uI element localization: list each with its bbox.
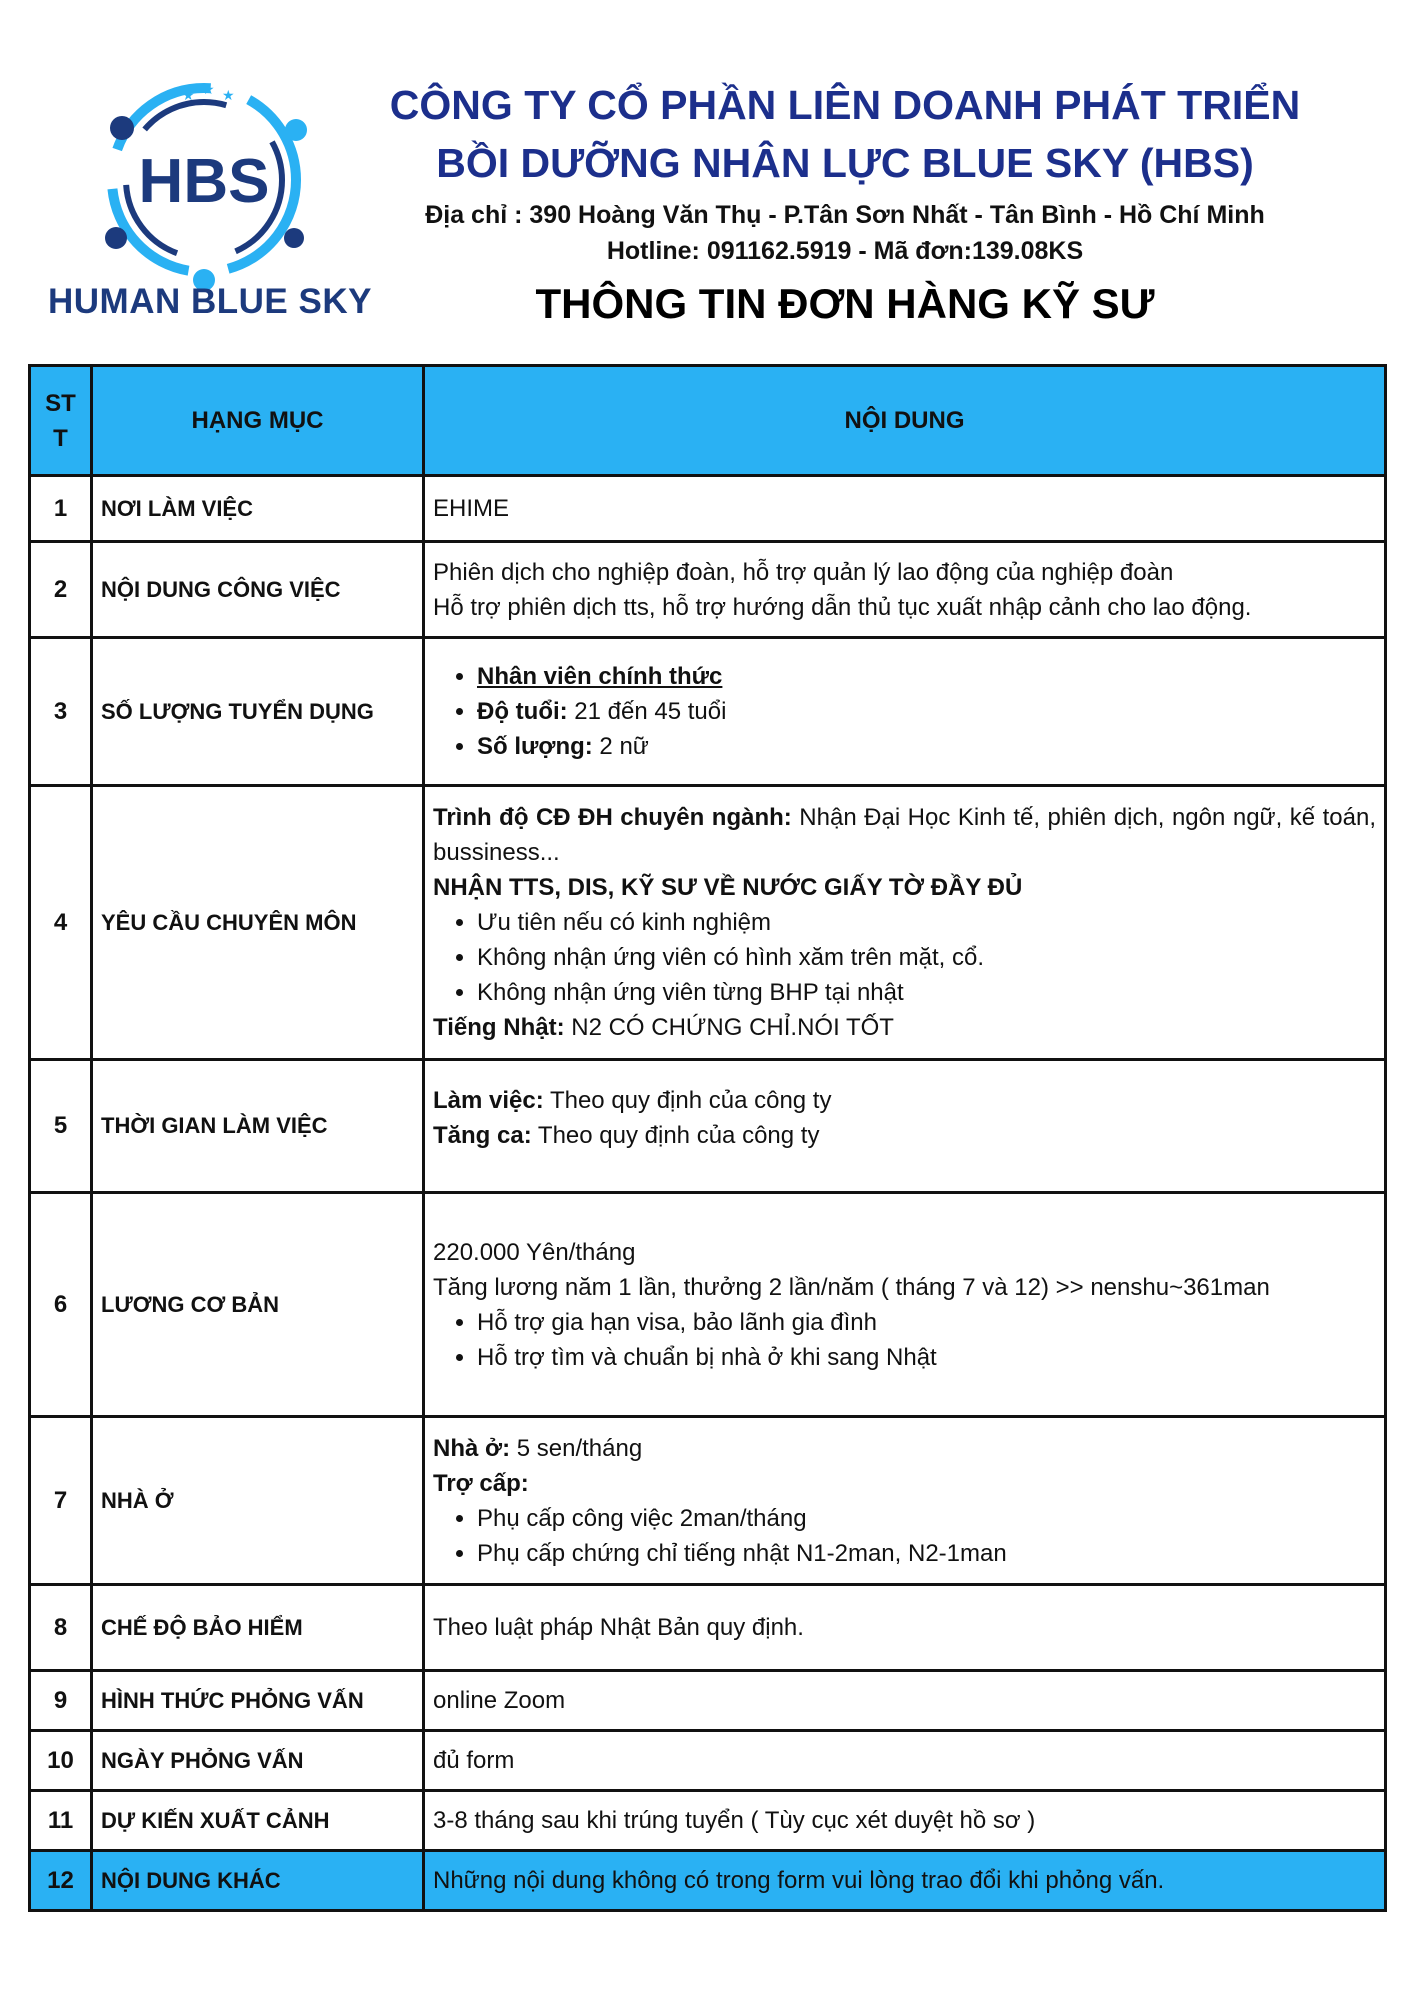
row-number: 11 [30, 1791, 92, 1851]
salary-raise: Tăng lương năm 1 lần, thưởng 2 lần/năm ( tháng 7 và 12) >> nenshu~361man [433, 1273, 1270, 1301]
list-item: • Hỗ trợ tìm và chuẩn bị nhà ở khi sang Nhật [477, 1340, 1376, 1375]
table-row [30, 1417, 1386, 1585]
list-item: • Không nhận ứng viên từng BHP tại nhật [477, 975, 1376, 1010]
bullet-list [433, 1501, 1376, 1571]
age-label: Độ tuổi: [477, 698, 568, 725]
employment-type: Nhân viên chính thức [477, 663, 723, 690]
row-number: 6 [30, 1193, 92, 1417]
bullet-list [433, 905, 1376, 1010]
col-category-header: HẠNG MỤC [92, 366, 424, 476]
col-content-header: NỘI DUNG [424, 366, 1386, 476]
list-item [477, 659, 1376, 694]
table-row [30, 1731, 1386, 1791]
quantity-value: 2 nữ [592, 733, 649, 760]
row-number: 5 [30, 1060, 92, 1193]
list-item: • Ưu tiên nếu có kinh nghiệm [477, 905, 1376, 940]
overtime-value: Theo quy định của công ty [531, 1122, 820, 1149]
overtime [433, 1118, 1376, 1153]
logo-text: HUMAN BLUE SKY [48, 282, 372, 321]
content-line: Hỗ trợ phiên dịch tts, hỗ trợ hướng dẫn thủ tục xuất nhập cảnh cho lao động. [433, 593, 1252, 621]
row-content [424, 1193, 1386, 1417]
bullet-list [433, 659, 1376, 764]
work-value: Theo quy định của công ty [543, 1087, 832, 1114]
row-number: 1 [30, 476, 92, 542]
row-number: 7 [30, 1417, 92, 1585]
row-number: 8 [30, 1585, 92, 1671]
document-header [0, 0, 1414, 360]
job-info-table [28, 364, 1387, 1912]
col-stt-header: ST T [30, 366, 92, 476]
row-category: NỘI DUNG KHÁC [92, 1851, 424, 1911]
row-category: CHẾ ĐỘ BẢO HIỂM [92, 1585, 424, 1671]
document-title: THÔNG TIN ĐƠN HÀNG KỸ SƯ [535, 280, 1155, 327]
row-content: Theo luật pháp Nhật Bản quy định. [424, 1585, 1386, 1671]
table-row [30, 476, 1386, 542]
logo-initials: HBS [138, 147, 270, 216]
row-category: THỜI GIAN LÀM VIỆC [92, 1060, 424, 1193]
company-contact [345, 197, 1345, 269]
allowance-label: Trợ cấp: [433, 1469, 529, 1497]
table-row [30, 1060, 1386, 1193]
work-hours [433, 1083, 1376, 1118]
accept-note: NHẬN TTS, DIS, KỸ SƯ VỀ NƯỚC GIẤY TỜ ĐẦY ĐỦ [433, 874, 1023, 901]
bullet-list [433, 1305, 1376, 1375]
row-content [424, 638, 1386, 786]
table-row [30, 542, 1386, 638]
row-category: DỰ KIẾN XUẤT CẢNH [92, 1791, 424, 1851]
address: Địa chỉ : 390 Hoàng Văn Thụ - P.Tân Sơn Nhất - Tân Bình - Hồ Chí Minh [425, 201, 1265, 229]
base-salary: 220.000 Yên/tháng [433, 1238, 636, 1266]
svg-text:★: ★ [182, 87, 195, 103]
overtime-label: Tăng ca: [433, 1122, 532, 1149]
japanese-label: Tiếng Nhật: [433, 1014, 565, 1041]
table-row [30, 1193, 1386, 1417]
svg-text:★: ★ [202, 81, 215, 97]
japanese-requirement [433, 1010, 1376, 1045]
table-header-row [30, 366, 1386, 476]
list-item: • Phụ cấp chứng chỉ tiếng nhật N1-2man, N2-1man [477, 1536, 1376, 1571]
row-content [424, 1417, 1386, 1585]
row-content: Những nội dung không có trong form vui lòng trao đổi khi phỏng vấn. [424, 1851, 1386, 1911]
row-content: EHIME [424, 476, 1386, 542]
education-label: Trình độ CĐ ĐH chuyên ngành: [433, 804, 792, 831]
housing-label: Nhà ở: [433, 1434, 511, 1462]
list-item: • Không nhận ứng viên có hình xăm trên mặt, cổ. [477, 940, 1376, 975]
table-row [30, 638, 1386, 786]
row-category: NGÀY PHỎNG VẤN [92, 1731, 424, 1791]
housing [433, 1431, 1376, 1466]
quantity-label: Số lượng: [477, 733, 593, 760]
company-name [345, 76, 1345, 192]
list-item [477, 694, 1376, 729]
table-row [30, 786, 1386, 1060]
company-line-1: CÔNG TY CỔ PHẦN LIÊN DOANH PHÁT TRIỂN [389, 82, 1301, 128]
row-category: NHÀ Ở [92, 1417, 424, 1585]
japanese-value: N2 CÓ CHỨNG CHỈ.NÓI TỐT [564, 1014, 894, 1041]
row-content [424, 542, 1386, 638]
education-value: Nhận Đại Học Kinh tế, phiên dịch, ngôn ngữ, kế toán, bussiness... [433, 804, 1376, 866]
row-number: 9 [30, 1671, 92, 1731]
table-row [30, 1585, 1386, 1671]
row-content: đủ form [424, 1731, 1386, 1791]
row-content [424, 786, 1386, 1060]
row-category: NƠI LÀM VIỆC [92, 476, 424, 542]
row-category: SỐ LƯỢNG TUYỂN DỤNG [92, 638, 424, 786]
housing-value: 5 sen/tháng [510, 1434, 643, 1462]
education-requirement [433, 800, 1376, 870]
row-category: YÊU CẦU CHUYÊN MÔN [92, 786, 424, 1060]
row-number: 10 [30, 1731, 92, 1791]
work-label: Làm việc: [433, 1087, 544, 1114]
table-row [30, 1791, 1386, 1851]
row-category: LƯƠNG CƠ BẢN [92, 1193, 424, 1417]
svg-text:★: ★ [222, 87, 235, 103]
row-category: HÌNH THỨC PHỎNG VẤN [92, 1671, 424, 1731]
hotline: Hotline: 091162.5919 - Mã đơn:139.08KS [606, 237, 1084, 265]
company-line-2: BỒI DƯỠNG NHÂN LỰC BLUE SKY (HBS) [436, 140, 1254, 186]
row-number: 12 [30, 1851, 92, 1911]
age-value: 21 đến 45 tuổi [567, 698, 727, 725]
table-row [30, 1851, 1386, 1911]
row-content: online Zoom [424, 1671, 1386, 1731]
list-item: • Hỗ trợ gia hạn visa, bảo lãnh gia đình [477, 1305, 1376, 1340]
row-number: 2 [30, 542, 92, 638]
content-line: Phiên dịch cho nghiệp đoàn, hỗ trợ quản lý lao động của nghiệp đoàn [433, 558, 1174, 586]
row-content [424, 1060, 1386, 1193]
table-row [30, 1671, 1386, 1731]
row-number: 3 [30, 638, 92, 786]
row-content: 3-8 tháng sau khi trúng tuyển ( Tùy cục xét duyệt hồ sơ ) [424, 1791, 1386, 1851]
row-category: NỘI DUNG CÔNG VIỆC [92, 542, 424, 638]
row-number: 4 [30, 786, 92, 1060]
list-item: • Phụ cấp công việc 2man/tháng [477, 1501, 1376, 1536]
list-item [477, 729, 1376, 764]
